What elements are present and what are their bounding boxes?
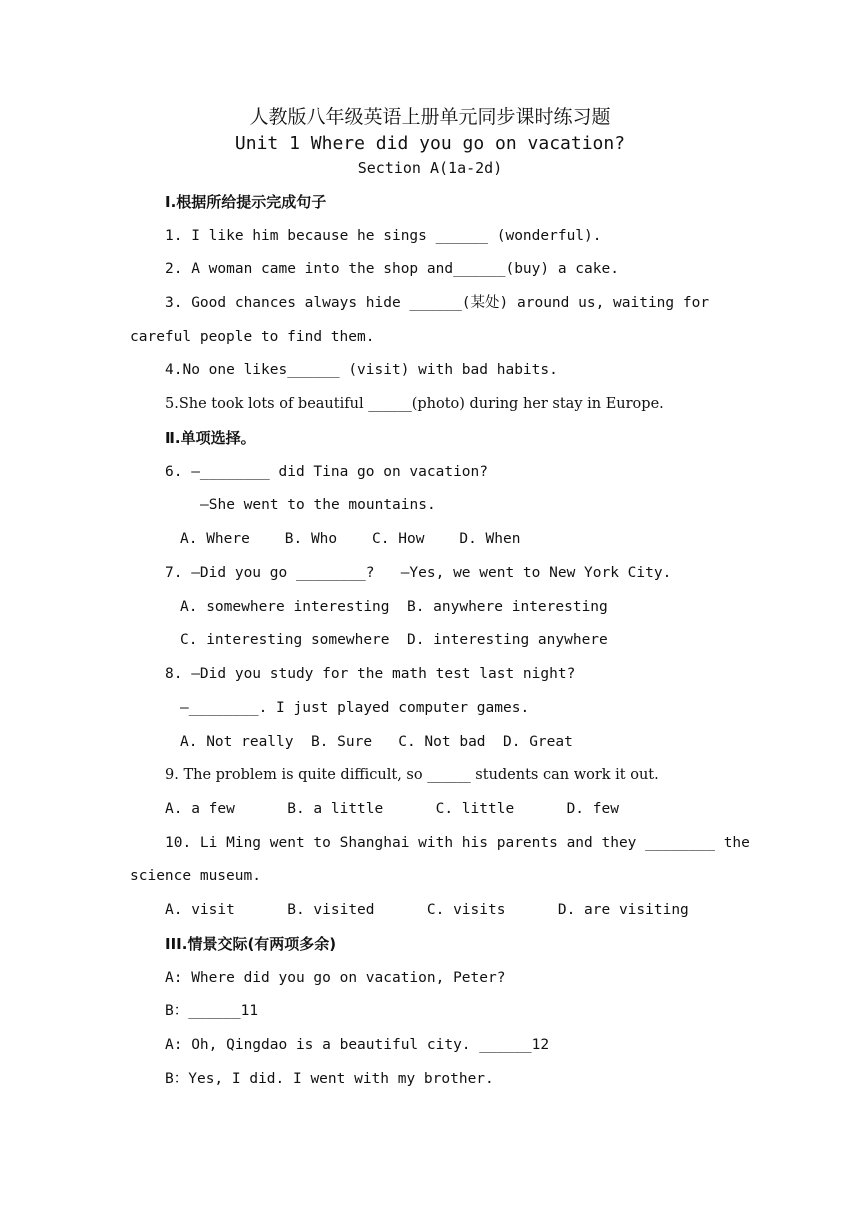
question-8: 8. —Did you study for the math test last night?: [165, 666, 576, 682]
dialogue-line-4: B：Yes, I did. I went with my brother.: [165, 1071, 494, 1087]
question-8-reply: —________. I just played computer games.: [180, 700, 530, 716]
question-4: 4.No one likes______ (visit) with bad habits.: [165, 362, 558, 378]
question-9-options: A. a few B. a little C. little D. few: [165, 801, 619, 817]
section-heading-3: III.情景交际(有两项多余): [165, 935, 337, 953]
question-7: 7. —Did you go ________? —Yes, we went to New York City.: [165, 565, 672, 581]
section-heading-1: I.根据所给提示完成句子: [165, 193, 327, 211]
question-6-options: A. Where B. Who C. How D. When: [180, 531, 521, 547]
question-10-cont: science museum.: [130, 868, 261, 884]
question-7-options-1: A. somewhere interesting B. anywhere interesting: [180, 599, 608, 615]
dialogue-line-2: B：______11: [165, 1003, 259, 1019]
question-9: 9. The problem is quite difficult, so ______ students can work it out.: [165, 767, 659, 783]
dialogue-line-3: A: Oh, Qingdao is a beautiful city. ______12: [165, 1037, 550, 1053]
document-title: 人教版八年级英语上册单元同步课时练习题: [249, 106, 611, 128]
dialogue-line-1: A: Where did you go on vacation, Peter?: [165, 970, 506, 986]
question-10: 10. Li Ming went to Shanghai with his parents and they ________ the: [165, 835, 750, 851]
question-10-options: A. visit B. visited C. visits D. are visiting: [165, 902, 689, 918]
question-6: 6. —________ did Tina go on vacation?: [165, 464, 489, 480]
question-6-reply: —She went to the mountains.: [200, 497, 436, 513]
unit-title: Unit 1 Where did you go on vacation?: [234, 133, 626, 154]
question-5: 5.She took lots of beautiful ______(photo) during her stay in Europe.: [165, 396, 664, 412]
question-7-options-2: C. interesting somewhere D. interesting anywhere: [180, 632, 608, 648]
question-2: 2. A woman came into the shop and______(buy) a cake.: [165, 261, 619, 277]
question-3: 3. Good chances always hide ______(某处) around us, waiting for: [165, 295, 710, 311]
question-8-options: A. Not really B. Sure C. Not bad D. Great: [180, 734, 573, 750]
section-title: Section A(1a-2d): [357, 159, 503, 177]
question-3-cont: careful people to find them.: [130, 329, 375, 345]
section-heading-2: Ⅱ.单项选择。: [165, 429, 256, 447]
question-1: 1. I like him because he sings ______ (wonderful).: [165, 228, 602, 244]
